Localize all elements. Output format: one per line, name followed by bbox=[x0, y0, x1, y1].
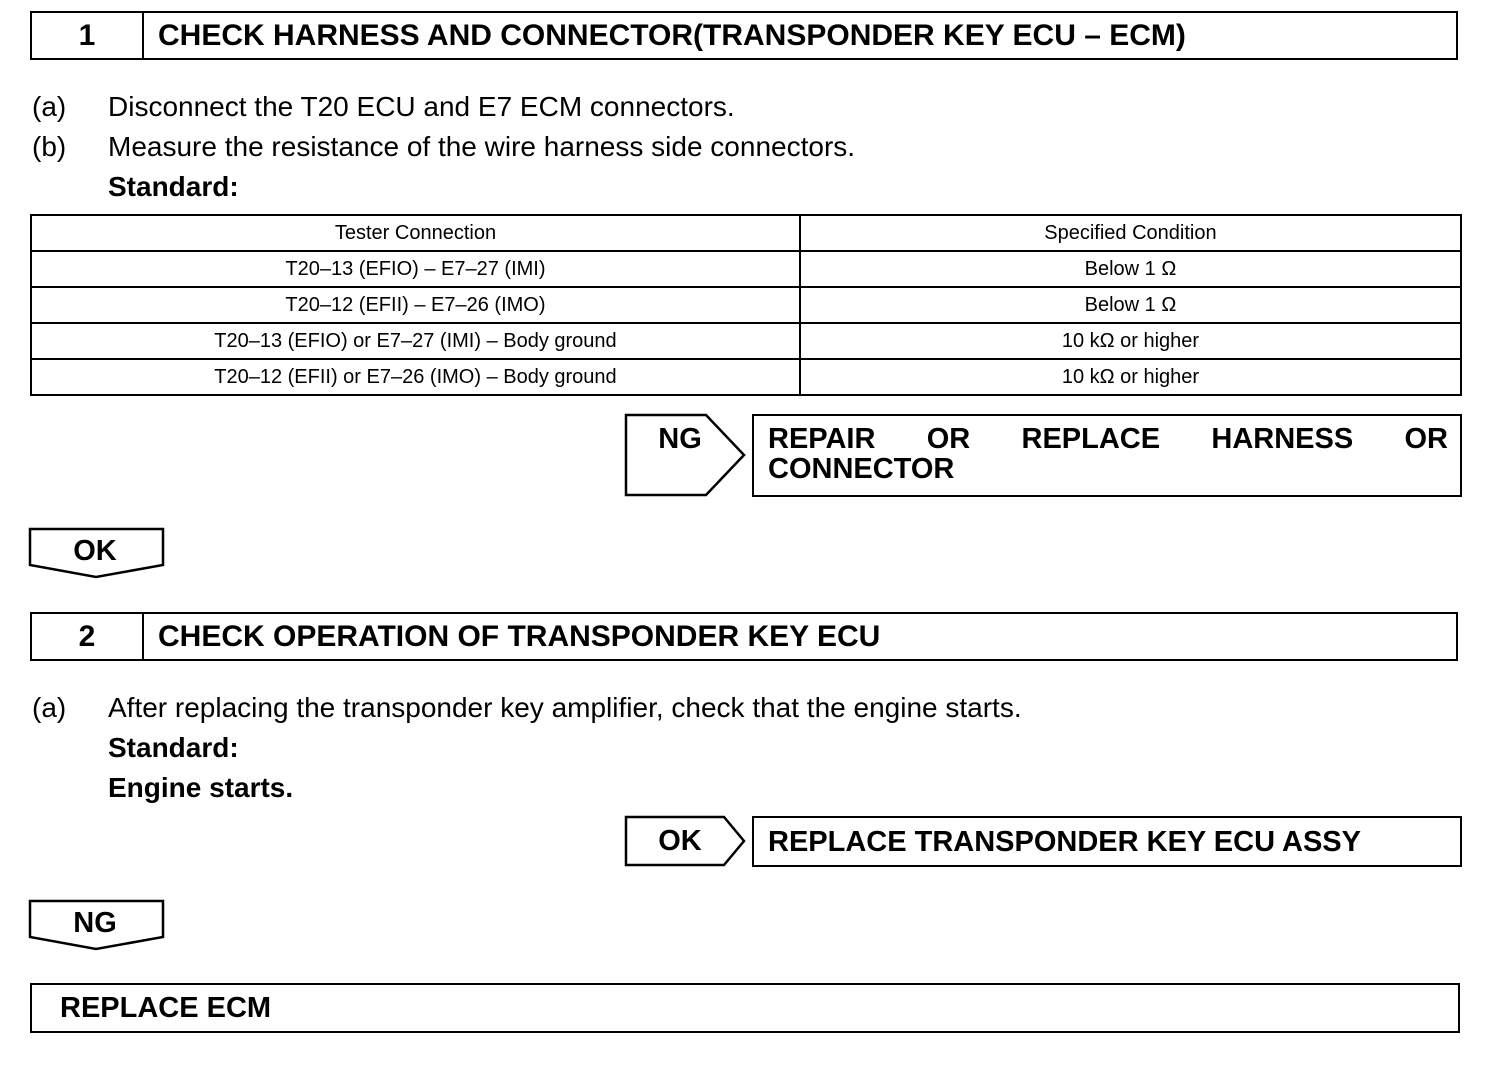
final-result: REPLACE ECM bbox=[60, 992, 272, 1024]
table-cell-connection: T20–12 (EFII) – E7–26 (IMO) bbox=[31, 287, 800, 323]
table-cell-connection: T20–13 (EFIO) – E7–27 (IMI) bbox=[31, 251, 800, 287]
step-2-item-a-text: After replacing the transponder key amplifier, check that the engine starts. bbox=[108, 692, 1022, 723]
step-1-ok-flag: OK bbox=[73, 535, 117, 567]
table-cell-condition: Below 1 Ω bbox=[800, 251, 1461, 287]
step-2-title: CHECK OPERATION OF TRANSPONDER KEY ECU bbox=[158, 620, 881, 653]
step-2-ok-result-box bbox=[752, 816, 1462, 867]
table-cell-condition: Below 1 Ω bbox=[800, 287, 1461, 323]
table-cell-connection: T20–13 (EFIO) or E7–27 (IMI) – Body ground bbox=[31, 323, 800, 359]
table-row bbox=[31, 323, 1461, 359]
table-cell-condition: 10 kΩ or higher bbox=[800, 359, 1461, 395]
final-result-box bbox=[30, 983, 1460, 1033]
table-row bbox=[31, 251, 1461, 287]
step-2-item-a-label: (a) bbox=[32, 692, 67, 723]
step-1-item-b-text: Measure the resistance of the wire harness side connectors. bbox=[108, 131, 856, 162]
table-row bbox=[31, 359, 1461, 395]
table-header-row bbox=[31, 215, 1461, 251]
step-2-ok-result: REPLACE TRANSPONDER KEY ECU ASSY bbox=[768, 826, 1361, 858]
step-1-item-b-label: (b) bbox=[32, 131, 67, 162]
step-1-ng-result-box bbox=[752, 414, 1462, 497]
step-1-title: CHECK HARNESS AND CONNECTOR(TRANSPONDER KEY ECU – ECM) bbox=[158, 19, 1186, 52]
table-cell-connection: T20–12 (EFII) or E7–26 (IMO) – Body ground bbox=[31, 359, 800, 395]
step-2-ok-flag: OK bbox=[658, 825, 702, 857]
step-2-ng-flag: NG bbox=[73, 907, 117, 939]
table-header-specified-condition: Specified Condition bbox=[800, 215, 1461, 251]
step-1-number: 1 bbox=[32, 13, 144, 58]
step-2-header bbox=[30, 612, 1458, 661]
step-1-standard-label: Standard: bbox=[108, 171, 239, 202]
step-1-ng-result-line-2: CONNECTOR bbox=[768, 453, 955, 485]
table-header-tester-connection: Tester Connection bbox=[31, 215, 800, 251]
step-2-number: 2 bbox=[32, 614, 144, 659]
step-2-standard-label: Standard: bbox=[108, 732, 239, 763]
step-1-item-a-text: Disconnect the T20 ECU and E7 ECM connectors. bbox=[108, 91, 735, 122]
resistance-spec-table bbox=[30, 214, 1462, 396]
step-1-ng-result-line-1: REPAIR OR REPLACE HARNESS OR bbox=[768, 423, 1448, 455]
step-2-standard-value: Engine starts. bbox=[108, 772, 294, 803]
table-row bbox=[31, 287, 1461, 323]
step-1-item-a-label: (a) bbox=[32, 91, 67, 122]
step-1-header bbox=[30, 11, 1458, 60]
step-1-ng-flag: NG bbox=[658, 423, 702, 455]
table-cell-condition: 10 kΩ or higher bbox=[800, 323, 1461, 359]
